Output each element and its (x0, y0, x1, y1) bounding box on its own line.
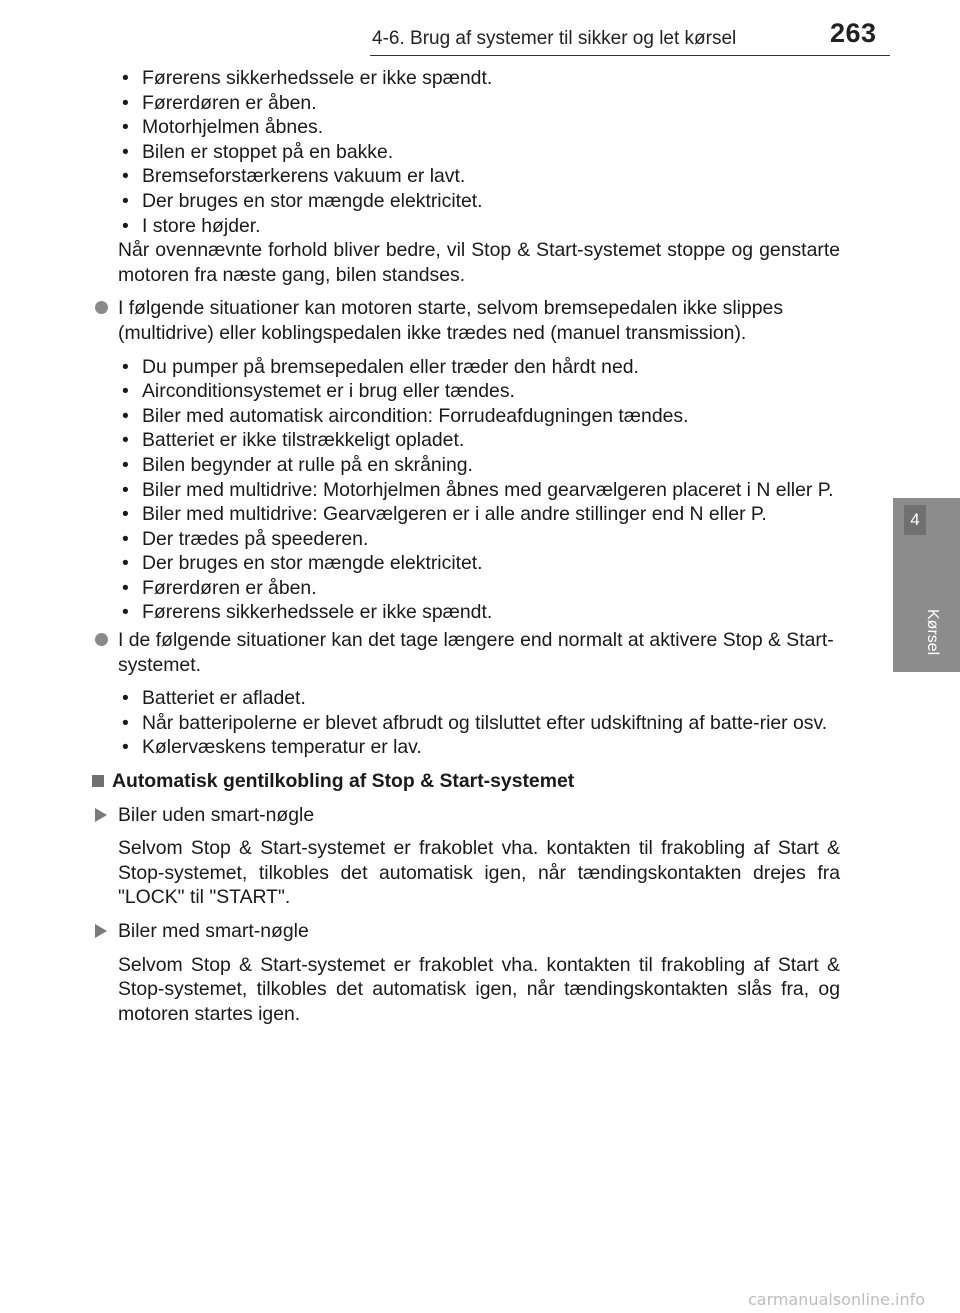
restart-situations-list (118, 355, 858, 626)
stop-conditions-list (118, 66, 858, 238)
list-item: • Førerdøren er åben. (118, 91, 858, 116)
list-item: • Batteriet er ikke tilstrækkeligt opladet. (118, 428, 858, 453)
section-heading (92, 769, 858, 794)
subsection-title: Biler uden smart-nøgle (118, 803, 315, 826)
list-item: • Bremseforstærkerens vakuum er lavt. (118, 164, 858, 189)
chapter-title: 4-6. Brug af systemer til sikker og let kørsel (372, 28, 737, 49)
subsection-text: Selvom Stop & Start-systemet er frakoblet vha. kontakten til frakobling af Start & Stop-systemet, tilkobles det automatisk igen, når tændingskontakten drejes fra "LOCK" til "START". (118, 837, 840, 909)
list-item: • Bilen er stoppet på en bakke. (118, 140, 858, 165)
subsection-text: Selvom Stop & Start-systemet er frakoblet vha. kontakten til frakobling af Start & Stop-systemet, tilkobles det automatisk igen, når tændingskontakten slås fra, og motoren startes igen. (118, 953, 840, 1025)
delay-situations-item (92, 628, 858, 677)
list-item: • Der bruges en stor mængde elektricitet. (118, 551, 858, 576)
list-item: • Biler med automatisk aircondition: Forrudeafdugningen tændes. (118, 404, 858, 429)
list-item: • Batteriet er afladet. (118, 686, 858, 711)
triangle-bullet-icon (95, 924, 107, 938)
subsection-title: Biler med smart-nøgle (118, 920, 309, 942)
list-item: • Biler med multidrive: Gearvælgeren er i alle andre stillinger end N eller P. (118, 502, 858, 527)
subsection-with-smart-key (92, 919, 858, 944)
list-item: • Der trædes på speederen. (118, 527, 858, 552)
delay-situations-list (118, 686, 858, 760)
restart-situations-item (92, 296, 858, 345)
list-item: • Airconditionsystemet er i brug eller tændes. (118, 379, 858, 404)
circle-bullet-icon (95, 301, 108, 314)
triangle-bullet-icon (95, 808, 107, 822)
circle-bullet-icon (95, 633, 108, 646)
list-item: • Førerdøren er åben. (118, 576, 858, 601)
page-number: 263 (830, 18, 877, 48)
list-item: • Kølervæskens temperatur er lav. (118, 735, 858, 760)
chapter-side-label (883, 609, 943, 631)
section-heading-text: Automatisk gentilkobling af Stop & Start-systemet (112, 770, 575, 793)
list-item: • Du pumper på bremsepedalen eller træder den hårdt ned. (118, 355, 858, 380)
conditions-note: Når ovennævnte forhold bliver bedre, vil Stop & Start-systemet stoppe og genstarte motoren fra næste gang, bilen standses. (118, 239, 840, 286)
list-item: • Der bruges en stor mængde elektricitet. (118, 189, 858, 214)
delay-situations-intro: I de følgende situationer kan det tage længere end normalt at aktivere Stop & Start-systemet. (118, 629, 834, 676)
list-item: • Når batteripolerne er blevet afbrudt og tilsluttet efter udskiftning af batte-rier osv. (118, 711, 842, 736)
subsection-without-smart-key (92, 803, 858, 828)
page-header (0, 0, 960, 56)
list-item: • Bilen begynder at rulle på en skråning. (118, 453, 858, 478)
restart-situations-intro: I følgende situationer kan motoren starte, selvom bremsepedalen ikke slippes (multidrive) eller koblingspedalen ikke trædes ned (manuel transmission). (118, 297, 784, 344)
list-item: • Førerens sikkerhedssele er ikke spændt. (118, 600, 858, 625)
list-item: • Motorhjelmen åbnes. (118, 115, 858, 140)
list-item: • Førerens sikkerhedssele er ikke spændt. (118, 66, 858, 91)
page-content (112, 66, 858, 1026)
list-item: • Biler med multidrive: Motorhjelmen åbnes med gearvælgeren placeret i N eller P. (118, 478, 842, 503)
square-bullet-icon (92, 775, 104, 787)
chapter-number-badge: 4 (904, 505, 926, 535)
header-divider (370, 55, 890, 56)
watermark: carmanualsonline.info (748, 1290, 926, 1309)
list-item: • I store højder. (118, 214, 858, 239)
